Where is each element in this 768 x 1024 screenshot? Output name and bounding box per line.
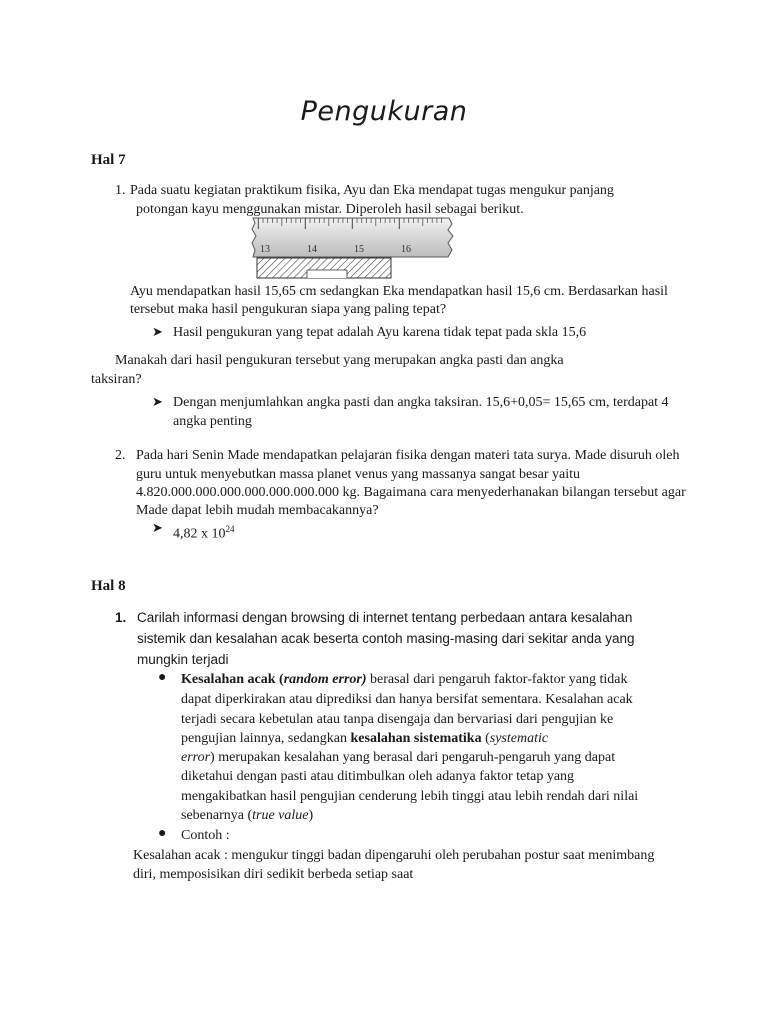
h8-q1-line3: mungkin terjadi — [137, 652, 229, 667]
b1-line4-open: ( — [481, 731, 490, 746]
q2-line2: guru untuk menyebutkan massa planet venus yang massanya sangat besar yaitu — [136, 467, 580, 482]
q1-answer2-line2: angka penting — [173, 414, 252, 429]
q2-line3: 4.820.000.000.000.000.000.000.000 kg. Bagaimana cara menyederhanakan bilangan tersebut agar — [136, 485, 686, 500]
b1-line5-rest: ) merupakan kesalahan yang berasal dari pengaruh-pengaruh yang dapat — [210, 750, 616, 765]
q1-question2-line2: taksiran? — [91, 372, 142, 387]
q2-line1: Pada hari Senin Made mendapatkan pelajaran fisika dengan materi tata surya. Made disuruh oleh — [136, 448, 680, 463]
b1-line1-rest: berasal dari pengaruh faktor-faktor yang tidak — [366, 672, 628, 687]
section-heading-hal8: Hal 8 — [91, 578, 126, 594]
ruler-label-14: 14 — [307, 244, 317, 255]
bullet-dot-icon: ● — [158, 826, 167, 841]
q2-number: 2. — [115, 448, 126, 463]
h8-q1-line2: sistemik dan kesalahan acak beserta contoh masing-masing dari sekitar anda yang — [137, 631, 635, 646]
b1-line8-a: sebenarnya ( — [181, 808, 253, 823]
arrow-bullet-icon: ➤ — [152, 394, 163, 409]
b1-line4-en: systematic — [489, 731, 549, 746]
ruler-figure — [249, 216, 459, 282]
q1-para-line1: Ayu mendapatkan hasil 15,65 cm sedangkan Eka mendapatkan hasil 15,6 cm. Berdasarkan hasil — [130, 284, 668, 299]
q1-answer2-line1: Dengan menjumlahkan angka pasti dan angka taksiran. 15,6+0,05= 15,65 cm, terdapat 4 — [173, 395, 669, 410]
b2-label: Contoh : — [181, 828, 230, 843]
section-heading-hal7: Hal 7 — [91, 152, 126, 168]
b1-open: ( — [275, 672, 284, 687]
b1-term-en: random error) — [283, 672, 367, 687]
example-line2: diri, memposisikan diri sedikit berbeda setiap saat — [133, 867, 414, 882]
b1-line8-en: true value — [252, 808, 309, 823]
q1-line1: Pada suatu kegiatan praktikum fisika, Ayu dan Eka mendapat tugas mengukur panjang — [130, 183, 614, 198]
q2-answer-exponent: 24 — [225, 524, 235, 534]
q2-answer — [173, 519, 235, 545]
arrow-bullet-icon: ➤ — [152, 324, 163, 339]
q1-line2: potongan kayu menggunakan mistar. Diperoleh hasil sebagai berikut. — [136, 202, 524, 217]
b1-line5-en: error — [181, 750, 211, 765]
wood-gap — [307, 270, 347, 278]
b1-line5 — [181, 748, 615, 768]
b1-line7: mengakibatkan hasil pengujian cenderung lebih tinggi atau lebih rendah dari nilai — [181, 789, 639, 804]
ruler-label-15: 15 — [354, 244, 364, 255]
ruler-label-16: 16 — [401, 244, 411, 255]
q2-answer-base: 4,82 x 10 — [173, 526, 226, 542]
q2-line4: Made dapat lebih mudah membacakannya? — [136, 503, 379, 518]
b1-line3: terjadi secara kebetulan atau tanpa disengaja dan bervariasi dari pengujian ke — [181, 712, 614, 727]
arrow-bullet-icon: ➤ — [152, 520, 163, 535]
h8-q1-number: 1. — [115, 610, 127, 625]
b1-line8 — [181, 806, 313, 826]
b1-term: Kesalahan acak — [181, 672, 276, 687]
b1-line6: diketahui dengan pasti atau ditimbulkan oleh adanya faktor tetap yang — [181, 769, 575, 784]
h8-q1-line1: Carilah informasi dengan browsing di internet tentang perbedaan antara kesalahan — [137, 610, 633, 625]
q1-question2-line1: Manakah dari hasil pengukuran tersebut yang merupakan angka pasti dan angka — [115, 353, 564, 368]
b1-line1 — [181, 670, 628, 690]
q1-number: 1. — [115, 183, 126, 198]
page-title: Pengukuran — [300, 96, 468, 127]
b1-line2: dapat diperkirakan atau diprediksi dan hanya bersifat sementara. Kesalahan acak — [181, 692, 633, 707]
b1-line4-a: pengujian lainnya, sedangkan — [181, 731, 351, 746]
b1-line4 — [181, 729, 548, 749]
example-line1: Kesalahan acak : mengukur tinggi badan dipengaruhi oleh perubahan postur saat menimbang — [133, 848, 655, 863]
q1-para-line2: tersebut maka hasil pengukuran siapa yang paling tepat? — [130, 302, 447, 317]
q1-answer1: Hasil pengukuran yang tepat adalah Ayu karena tidak tepat pada skla 15,6 — [173, 325, 587, 340]
b1-line4-term: kesalahan sistematika — [350, 731, 482, 746]
b1-line8-b: ) — [308, 808, 314, 823]
bullet-dot-icon: ● — [158, 670, 167, 685]
ruler-label-13: 13 — [260, 244, 270, 255]
